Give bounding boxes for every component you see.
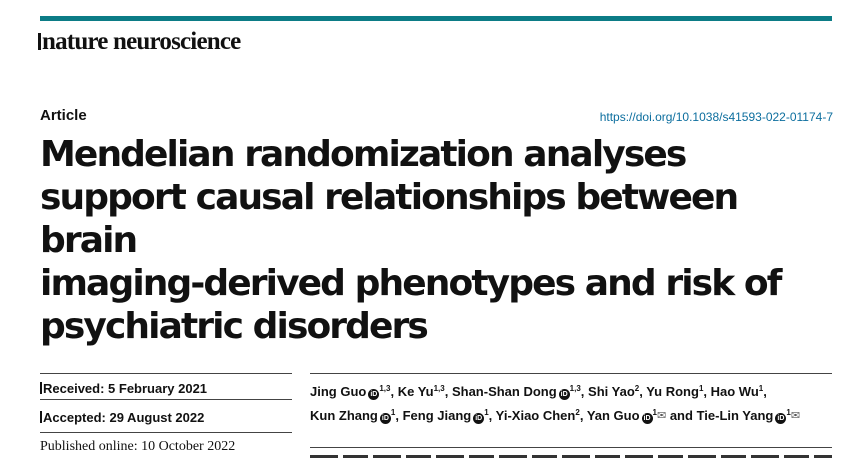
title-line: psychiatric disorders xyxy=(40,306,427,347)
affiliation-marker: 1 xyxy=(786,408,791,417)
author-name[interactable]: Hao Wu$^1$ xyxy=(710,384,764,399)
orcid-icon[interactable]: iD xyxy=(777,415,785,422)
divider xyxy=(310,447,832,448)
divider xyxy=(40,373,292,374)
abstract-text-peek xyxy=(310,452,832,458)
title-line: Mendelian randomization analyses xyxy=(40,134,686,175)
affiliation-marker: 2 xyxy=(575,408,580,417)
affiliation-marker: 1,3 xyxy=(569,384,581,393)
received-date: Received: 5 February 2021 xyxy=(40,381,207,396)
author-name[interactable]: Jing Guo iD$^{1,3}$ xyxy=(310,384,391,399)
orcid-icon[interactable]: iD xyxy=(370,391,378,398)
author-name[interactable]: Feng Jiang iD$^1$ xyxy=(402,408,489,423)
author-name[interactable]: Kun Zhang iD$^1$ xyxy=(310,408,396,423)
author-name[interactable]: Yu Rong$^1$ xyxy=(646,384,704,399)
author-name[interactable]: Shan-Shan Dong iD$^{1,3}$ xyxy=(451,384,581,399)
author-name[interactable]: Ke Yu$^{1,3}$ xyxy=(397,384,445,399)
doi-link[interactable]: https://doi.org/10.1038/s41593-022-01174-7 xyxy=(599,110,833,124)
orcid-icon[interactable]: iD xyxy=(381,415,389,422)
title-line: imaging-derived phenotypes and risk of xyxy=(40,263,781,304)
affiliation-marker: 1 xyxy=(698,384,704,393)
divider xyxy=(40,432,292,433)
affiliation-marker: 2 xyxy=(634,384,640,393)
author-name[interactable]: Tie-Lin Yang iD$^1$✉ xyxy=(696,408,801,423)
orcid-icon[interactable]: iD xyxy=(643,415,651,422)
author-name[interactable]: Yan Guo iD$^1$✉ xyxy=(586,408,667,423)
article-title xyxy=(40,133,840,348)
journal-logo[interactable] xyxy=(38,28,240,56)
author-list: Jing Guo iD$^{1,3}$, Ke Yu$^{1,3}$, Shan-Shan Dong iD$^{1,3}$, Shi Yao$^2$, Yu Rong$^1$, Hao Wu$^1$, Kun Zhang iD$^1$, Feng Jiang iD$^1$, Yi-Xiao Chen$^2$, Yan Guo iD$^1$✉ and Tie-Lin Yang iD$^1$✉ xyxy=(310,384,801,423)
journal-name: nature neuroscience xyxy=(42,28,241,55)
affiliation-marker: 1,3 xyxy=(433,384,445,393)
title-line: support causal relationships between brain xyxy=(40,177,738,261)
envelope-icon[interactable]: ✉ xyxy=(657,410,667,422)
article-type-label: Article xyxy=(40,107,87,124)
affiliation-marker: 1 xyxy=(390,408,396,417)
divider xyxy=(40,399,292,400)
published-date: Published online: 10 October 2022 xyxy=(40,439,236,454)
envelope-icon[interactable]: ✉ xyxy=(790,410,801,422)
affiliation-marker: 1 xyxy=(652,408,657,417)
divider xyxy=(310,373,832,374)
author-name[interactable]: Yi-Xiao Chen$^2$ xyxy=(495,408,580,423)
accepted-date: Accepted: 29 August 2022 xyxy=(40,410,204,425)
orcid-icon[interactable]: iD xyxy=(560,391,568,398)
affiliation-marker: 1,3 xyxy=(379,384,391,393)
affiliation-marker: 1 xyxy=(758,384,764,393)
journal-header-rule xyxy=(40,16,832,21)
author-name[interactable]: Shi Yao$^2$ xyxy=(588,384,640,399)
orcid-icon[interactable]: iD xyxy=(475,415,483,422)
affiliation-marker: 1 xyxy=(484,408,489,417)
